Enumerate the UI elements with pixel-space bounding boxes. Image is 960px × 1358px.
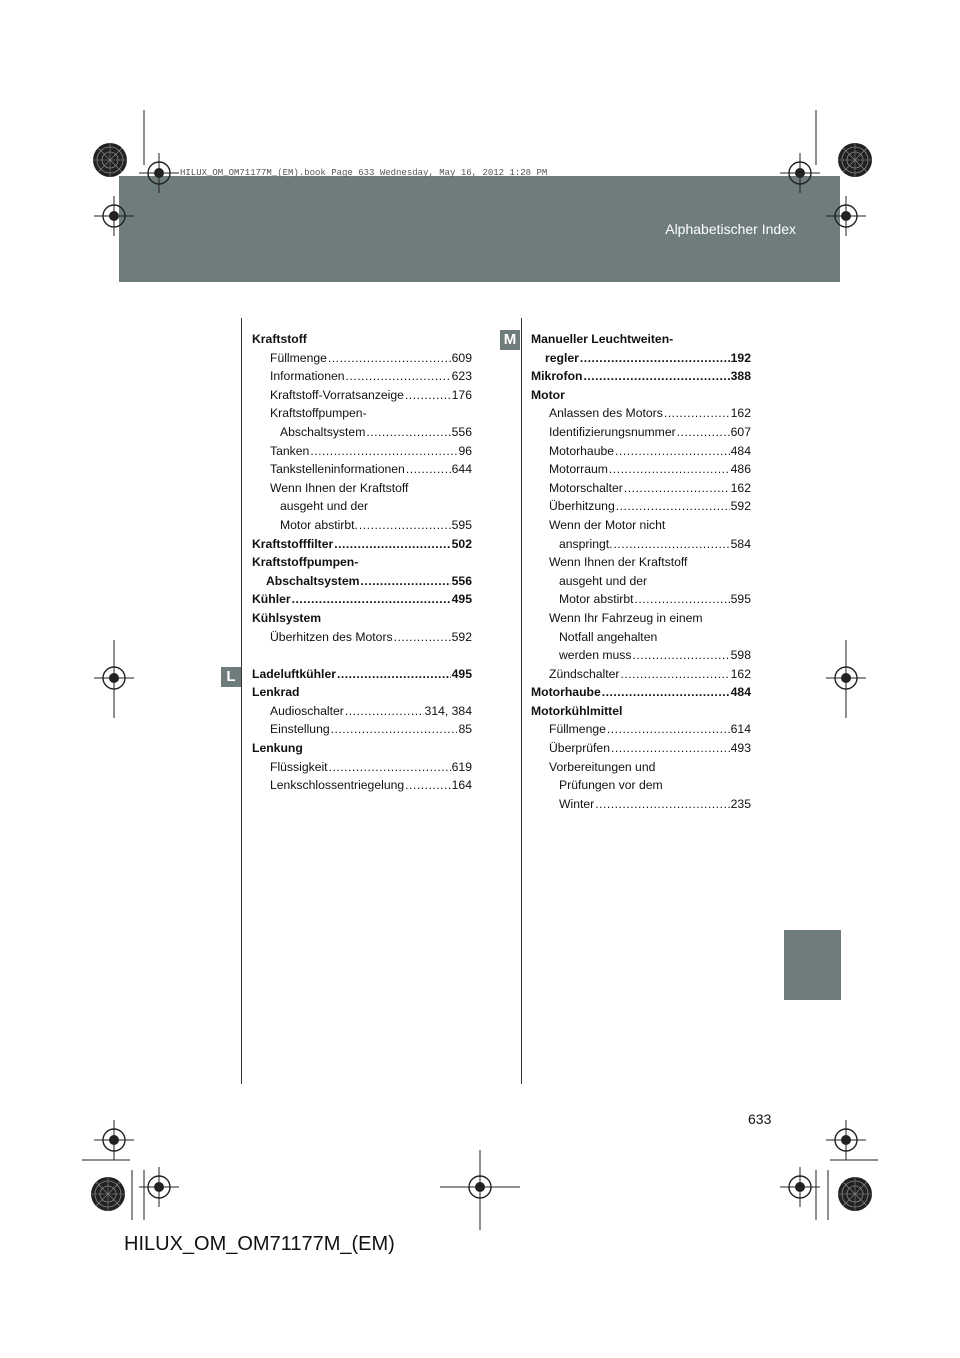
entry-page-number: 584 bbox=[730, 536, 751, 551]
index-column-right bbox=[531, 330, 751, 813]
entry-text: Ladeluftkühler bbox=[252, 666, 336, 681]
leader-dots bbox=[406, 460, 451, 479]
index-subentry bbox=[531, 460, 751, 479]
index-subentry bbox=[531, 404, 751, 423]
leader-dots bbox=[405, 386, 451, 405]
entry-text: Motor abstirbt. bbox=[280, 517, 358, 532]
entry-text: Abschaltsystem bbox=[266, 573, 360, 588]
entry-text: Informationen bbox=[270, 369, 345, 384]
entry-text: Motor bbox=[531, 387, 565, 402]
entry-page-number: 495 bbox=[451, 592, 472, 607]
index-subentry bbox=[252, 423, 472, 442]
entry-text: anspringt. bbox=[559, 536, 613, 551]
index-heading-entry bbox=[531, 330, 751, 349]
index-subentry bbox=[252, 497, 472, 516]
index-heading-entry bbox=[531, 367, 751, 386]
entry-page-number: 486 bbox=[730, 462, 751, 477]
index-subentry bbox=[531, 720, 751, 739]
entry-text: Lenkschlossentriegelung bbox=[270, 778, 405, 793]
index-heading-entry bbox=[531, 683, 751, 702]
entry-text: Mikrofon bbox=[531, 369, 583, 384]
entry-text: Füllmenge bbox=[549, 722, 606, 737]
entry-text: Manueller Leuchtweiten- bbox=[531, 332, 674, 346]
entry-page-number: 162 bbox=[730, 480, 751, 495]
column-divider-right bbox=[521, 318, 522, 1084]
entry-text: Tanken bbox=[270, 443, 310, 458]
entry-text: Wenn Ihnen der Kraftstoff bbox=[270, 480, 409, 495]
index-subentry bbox=[531, 646, 751, 665]
index-heading-entry bbox=[252, 683, 472, 702]
index-subentry bbox=[531, 609, 751, 628]
index-subentry bbox=[252, 479, 472, 498]
index-subentry bbox=[252, 628, 472, 647]
entry-page-number: 614 bbox=[730, 722, 751, 737]
leader-dots bbox=[329, 758, 451, 777]
entry-text: Notfall angehalten bbox=[559, 629, 658, 644]
leader-dots bbox=[328, 349, 451, 368]
entry-text: Kraftstoff bbox=[252, 332, 307, 346]
entry-page-number: 85 bbox=[458, 722, 472, 737]
entry-text: Identifizierungsnummer bbox=[549, 424, 676, 439]
index-heading-entry bbox=[531, 349, 751, 368]
entry-text: werden muss bbox=[559, 648, 632, 663]
entry-text: Überhitzen des Motors bbox=[270, 629, 393, 644]
leader-dots bbox=[394, 628, 451, 647]
leader-dots bbox=[310, 442, 457, 461]
index-subentry bbox=[531, 553, 751, 572]
entry-page-number: 598 bbox=[730, 648, 751, 663]
index-heading-entry bbox=[252, 590, 472, 609]
index-subentry bbox=[531, 535, 751, 554]
leader-dots bbox=[611, 739, 730, 758]
column-divider-left bbox=[241, 318, 242, 1084]
page-number: 633 bbox=[748, 1111, 772, 1127]
index-subentry bbox=[531, 795, 751, 814]
index-subentry bbox=[531, 572, 751, 591]
leader-dots bbox=[366, 423, 450, 442]
leader-dots bbox=[583, 367, 729, 386]
entry-text: Lenkrad bbox=[252, 685, 300, 700]
entry-page-number: 556 bbox=[451, 573, 472, 588]
entry-page-number: 164 bbox=[451, 778, 472, 793]
entry-text: Motorraum bbox=[549, 462, 608, 477]
leader-dots bbox=[664, 404, 730, 423]
entry-text: Prüfungen vor dem bbox=[559, 778, 663, 793]
leader-dots bbox=[609, 460, 730, 479]
index-subentry bbox=[252, 442, 472, 461]
entry-text: Tankstelleninformationen bbox=[270, 462, 405, 477]
index-subentry bbox=[531, 665, 751, 684]
entry-page-number: 609 bbox=[451, 350, 472, 365]
index-subentry bbox=[531, 497, 751, 516]
index-subentry bbox=[531, 758, 751, 777]
index-subentry bbox=[252, 702, 472, 721]
leader-dots bbox=[602, 683, 730, 702]
entry-text: Zündschalter bbox=[549, 666, 620, 681]
entry-text: Füllmenge bbox=[270, 350, 327, 365]
entry-page-number: 623 bbox=[451, 369, 472, 384]
index-heading-entry bbox=[252, 739, 472, 758]
entry-page-number: 388 bbox=[730, 369, 751, 384]
index-subentry bbox=[531, 590, 751, 609]
index-heading-entry bbox=[252, 535, 472, 554]
index-subentry bbox=[252, 386, 472, 405]
leader-dots bbox=[595, 795, 729, 814]
entry-page-number: 176 bbox=[451, 387, 472, 402]
entry-text: regler bbox=[545, 350, 579, 365]
entry-page-number: 162 bbox=[730, 406, 751, 421]
entry-text: Kraftstoff-Vorratsanzeige bbox=[270, 387, 404, 402]
entry-text: ausgeht und der bbox=[559, 573, 648, 588]
leader-dots bbox=[292, 590, 451, 609]
index-subentry bbox=[252, 720, 472, 739]
entry-page-number: 192 bbox=[730, 350, 751, 365]
index-subentry bbox=[531, 776, 751, 795]
entry-text: Vorbereitungen und bbox=[549, 759, 656, 774]
index-subentry bbox=[252, 516, 472, 535]
leader-dots bbox=[635, 590, 730, 609]
entry-text: Kraftstoffpumpen- bbox=[252, 555, 359, 570]
leader-dots bbox=[345, 702, 424, 721]
entry-text: Kraftstofffilter bbox=[252, 536, 334, 551]
entry-text: Motor abstirbt bbox=[559, 592, 634, 607]
leader-dots bbox=[632, 646, 729, 665]
index-subentry bbox=[252, 758, 472, 777]
index-subentry bbox=[531, 516, 751, 535]
index-subentry bbox=[252, 776, 472, 795]
entry-page-number: 592 bbox=[451, 629, 472, 644]
entry-text: Audioschalter bbox=[270, 703, 344, 718]
entry-page-number: 484 bbox=[730, 685, 751, 700]
index-subentry bbox=[531, 628, 751, 647]
leader-dots bbox=[580, 349, 730, 368]
entry-text: Winter bbox=[559, 796, 595, 811]
entry-text: Kühlsystem bbox=[252, 610, 322, 625]
entry-text: Kühler bbox=[252, 592, 291, 607]
leader-dots bbox=[405, 776, 451, 795]
entry-page-number: 502 bbox=[451, 536, 472, 551]
header-band bbox=[119, 176, 840, 282]
entry-page-number: 595 bbox=[451, 517, 472, 532]
leader-dots bbox=[331, 720, 458, 739]
thumb-tab bbox=[784, 930, 841, 1000]
entry-text: Flüssigkeit bbox=[270, 759, 328, 774]
entry-page-number: 484 bbox=[730, 443, 751, 458]
entry-text: Wenn Ihnen der Kraftstoff bbox=[549, 555, 688, 570]
entry-page-number: 96 bbox=[458, 443, 472, 458]
letter-marker-l: L bbox=[221, 667, 241, 687]
entry-text: Motorhaube bbox=[531, 685, 601, 700]
leader-dots bbox=[334, 535, 450, 554]
leader-dots bbox=[615, 442, 730, 461]
leader-dots bbox=[607, 720, 730, 739]
entry-text: Motorhaube bbox=[549, 443, 615, 458]
entry-text: Motorschalter bbox=[549, 480, 623, 495]
entry-page-number: 495 bbox=[451, 666, 472, 681]
index-heading-entry bbox=[252, 572, 472, 591]
index-gap bbox=[252, 646, 472, 665]
entry-page-number: 556 bbox=[451, 424, 472, 439]
footer-book-code: HILUX_OM_OM71177M_(EM) bbox=[124, 1233, 395, 1255]
entry-text: Anlassen des Motors bbox=[549, 406, 663, 421]
index-subentry bbox=[252, 404, 472, 423]
index-heading-entry bbox=[252, 330, 472, 349]
index-subentry bbox=[531, 442, 751, 461]
index-subentry bbox=[531, 423, 751, 442]
leader-dots bbox=[337, 665, 451, 684]
entry-page-number: 314, 384 bbox=[424, 703, 472, 718]
entry-text: Kraftstoffpumpen- bbox=[270, 406, 367, 421]
leader-dots bbox=[346, 367, 451, 386]
entry-text: Wenn Ihr Fahrzeug in einem bbox=[549, 610, 703, 625]
index-subentry bbox=[252, 367, 472, 386]
entry-page-number: 235 bbox=[730, 796, 751, 811]
entry-page-number: 595 bbox=[730, 592, 751, 607]
entry-text: Lenkung bbox=[252, 741, 303, 756]
entry-page-number: 162 bbox=[730, 666, 751, 681]
leader-dots bbox=[624, 479, 730, 498]
leader-dots bbox=[620, 665, 729, 684]
entry-text: ausgeht und der bbox=[280, 499, 369, 514]
entry-text: Wenn der Motor nicht bbox=[549, 517, 666, 532]
letter-marker-m: M bbox=[500, 330, 520, 350]
index-heading-entry bbox=[252, 553, 472, 572]
entry-text: Überhitzung bbox=[549, 499, 615, 514]
index-heading-entry bbox=[252, 665, 472, 684]
leader-dots bbox=[360, 572, 450, 591]
entry-page-number: 644 bbox=[451, 462, 472, 477]
entry-page-number: 592 bbox=[730, 499, 751, 514]
index-subentry bbox=[252, 349, 472, 368]
leader-dots bbox=[677, 423, 730, 442]
entry-page-number: 493 bbox=[730, 741, 751, 756]
index-column-left bbox=[252, 330, 472, 795]
index-subentry bbox=[531, 739, 751, 758]
entry-text: Abschaltsystem bbox=[280, 424, 366, 439]
section-title: Alphabetischer Index bbox=[665, 221, 796, 237]
entry-page-number: 607 bbox=[730, 424, 751, 439]
leader-dots bbox=[614, 535, 730, 554]
entry-text: Einstellung bbox=[270, 722, 330, 737]
entry-text: Motorkühlmittel bbox=[531, 703, 623, 718]
entry-page-number: 619 bbox=[451, 759, 472, 774]
leader-dots bbox=[616, 497, 730, 516]
entry-text: Überprüfen bbox=[549, 741, 610, 756]
index-heading-entry bbox=[531, 386, 751, 405]
book-info-stamp: HILUX_OM_OM71177M_(EM).book Page 633 Wednesday, May 16, 2012 1:28 PM bbox=[180, 168, 548, 178]
index-heading-entry bbox=[531, 702, 751, 721]
index-heading-entry bbox=[252, 609, 472, 628]
index-subentry bbox=[531, 479, 751, 498]
leader-dots bbox=[359, 516, 451, 535]
index-subentry bbox=[252, 460, 472, 479]
